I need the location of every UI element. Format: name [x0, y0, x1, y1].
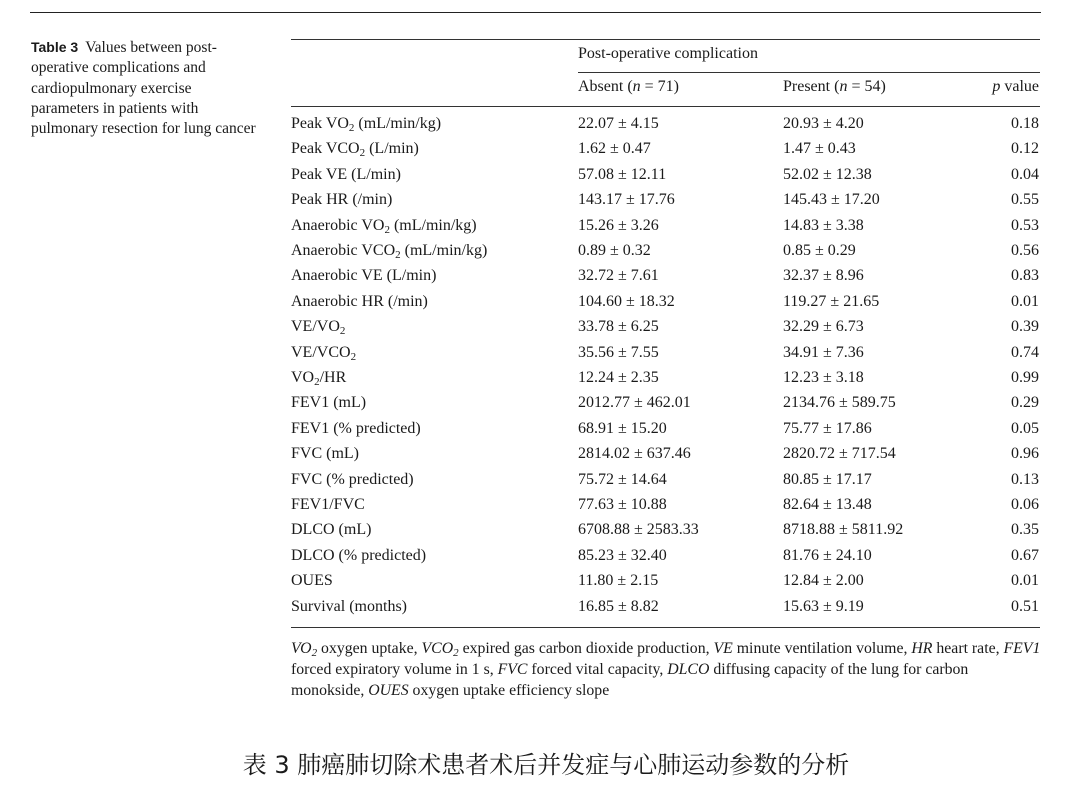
cell-param: DLCO (mL) — [291, 521, 372, 539]
cell-present: 2820.72 ± 717.54 — [783, 445, 896, 463]
cell-param: $VE/VO_2$ — [291, 318, 346, 338]
cell-p: 0.12 — [1011, 140, 1039, 158]
cell-p: 0.04 — [1011, 165, 1039, 183]
cell-absent: 143.17 ± 17.76 — [578, 191, 675, 209]
cell-param: FVC (mL) — [291, 445, 359, 463]
table-row — [291, 496, 1040, 521]
chinese-caption: 表 3 肺癌肺切除术患者术后并发症与心肺运动参数的分析 — [242, 751, 850, 779]
table-caption-text: Values between post-operative complications and cardiopulmonary exercise parameters in patients with pulmonary resection for lung cancer — [31, 39, 256, 138]
cell-present: 82.64 ± 13.48 — [783, 496, 872, 513]
cell-present: 15.63 ± 9.19 — [783, 597, 864, 615]
cell-present: 145.43 ± 17.20 — [783, 191, 880, 209]
cell-present: 32.29 ± 6.73 — [783, 318, 864, 336]
cell-p: 0.96 — [1011, 445, 1039, 463]
group-header-rule — [578, 72, 1040, 73]
cell-absent: 2814.02 ± 637.46 — [578, 445, 691, 463]
cell-param: FEV1 (% predicted) — [291, 419, 421, 437]
cell-present: 8718.88 ± 5811.92 — [783, 521, 904, 539]
cell-p: 0.05 — [1011, 419, 1039, 437]
cell-p: 0.13 — [1011, 470, 1039, 488]
table-row — [291, 521, 1040, 546]
table-row — [291, 267, 1040, 292]
cell-param: Anaerobic HR (/min) — [291, 292, 428, 310]
cell-absent: 15.26 ± 3.26 — [578, 216, 659, 234]
cell-param: Peak VE (L/min) — [291, 165, 401, 183]
page-top-rule — [30, 12, 1041, 13]
cell-param: Peak $VCO_2$ (L/min) — [291, 140, 419, 160]
header-p-value: p value — [992, 78, 1039, 95]
cell-absent: 22.07 ± 4.15 — [578, 115, 659, 132]
cell-p: 0.29 — [1011, 394, 1039, 412]
cell-absent: 11.80 ± 2.15 — [578, 572, 659, 590]
cell-present: 32.37 ± 8.96 — [783, 267, 864, 285]
table-row — [291, 547, 1040, 572]
table-row — [291, 598, 1040, 623]
table-label: Table 3 — [31, 39, 79, 55]
cell-p: 0.39 — [1011, 318, 1039, 336]
cell-param: OUES — [291, 572, 333, 590]
table-row — [291, 344, 1040, 369]
cell-absent: 33.78 ± 6.25 — [578, 318, 659, 336]
cell-present: 14.83 ± 3.38 — [783, 216, 864, 234]
table-footnote: $VO_2$ oxygen uptake, $VCO_2$ expired gas carbon dioxide production, VE minute ventilation volume, HR heart rate, FEV1 forced expiratory volume in 1 s, FVC forced vital capacity, DLCO diffusing capacity of the lung for carbon monokside, OUES oxygen uptake efficiency slope — [291, 640, 1041, 699]
cell-p: 0.83 — [1011, 267, 1039, 285]
header-bottom-rule — [291, 106, 1040, 107]
cell-present: 81.76 ± 24.10 — [783, 546, 872, 564]
cell-absent: 75.72 ± 14.64 — [578, 470, 667, 488]
cell-p: 0.99 — [1011, 369, 1039, 386]
cell-param: Anaerobic VE (L/min) — [291, 267, 437, 285]
header-present: Present (n = 54) — [783, 78, 886, 95]
cell-p: 0.18 — [1011, 115, 1039, 132]
group-header: Post-operative complication — [578, 45, 758, 62]
cell-absent: 6708.88 ± 2583.33 — [578, 521, 699, 539]
table-row — [291, 191, 1040, 216]
cell-p: 0.67 — [1011, 546, 1039, 564]
cell-param: Peak $VO_2$ (mL/min/kg) — [291, 115, 442, 134]
cell-p: 0.55 — [1011, 191, 1039, 209]
cell-param: FVC (% predicted) — [291, 470, 414, 488]
table-row — [291, 293, 1040, 318]
table-row — [291, 217, 1040, 242]
table-row — [291, 445, 1040, 470]
cell-param: Peak HR (/min) — [291, 191, 393, 209]
cell-absent: 35.56 ± 7.55 — [578, 343, 659, 361]
cell-absent: 104.60 ± 18.32 — [578, 292, 675, 310]
table-top-rule — [291, 39, 1040, 40]
cell-p: 0.01 — [1011, 572, 1039, 590]
cell-absent: 32.72 ± 7.61 — [578, 267, 659, 285]
cell-absent: 1.62 ± 0.47 — [578, 140, 651, 158]
cell-present: 34.91 ± 7.36 — [783, 343, 864, 361]
table-row — [291, 420, 1040, 445]
cell-absent: 16.85 ± 8.82 — [578, 597, 659, 615]
header-absent: Absent (n = 71) — [578, 78, 680, 95]
table-row — [291, 242, 1040, 267]
cell-present: 2134.76 ± 589.75 — [783, 394, 896, 412]
cell-absent: 77.63 ± 10.88 — [578, 496, 667, 513]
cell-present: 12.23 ± 3.18 — [783, 369, 864, 386]
table-row — [291, 369, 1040, 394]
cell-param: FEV1/FVC — [291, 496, 365, 513]
cell-present: 12.84 ± 2.00 — [783, 572, 864, 590]
cell-p: 0.74 — [1011, 343, 1039, 361]
cell-p: 0.01 — [1011, 292, 1039, 310]
cell-param: $VE/VCO_2$ — [291, 343, 357, 363]
cell-param: DLCO (% predicted) — [291, 546, 427, 564]
cell-present: 1.47 ± 0.43 — [783, 140, 856, 158]
cell-absent: 0.89 ± 0.32 — [578, 242, 651, 259]
table-row — [291, 115, 1040, 140]
cell-param: Anaerobic $VCO_2$ (mL/min/kg) — [291, 242, 488, 261]
table-row — [291, 166, 1040, 191]
cell-absent: 12.24 ± 2.35 — [578, 369, 659, 386]
cell-param: Survival (months) — [291, 597, 407, 615]
table-row — [291, 471, 1040, 496]
cell-absent: 2012.77 ± 462.01 — [578, 394, 691, 412]
cell-present: 75.77 ± 17.86 — [783, 419, 872, 437]
table-row — [291, 572, 1040, 597]
cell-absent: 85.23 ± 32.40 — [578, 546, 667, 564]
table-row — [291, 318, 1040, 343]
cell-present: 119.27 ± 21.65 — [783, 292, 880, 310]
cell-present: 0.85 ± 0.29 — [783, 242, 856, 259]
cell-present: 52.02 ± 12.38 — [783, 165, 872, 183]
cell-param: FEV1 (mL) — [291, 394, 367, 412]
cell-p: 0.35 — [1011, 521, 1039, 539]
cell-p: 0.51 — [1011, 597, 1039, 615]
cell-param: $VO_2/HR$ — [291, 369, 347, 388]
table-row — [291, 394, 1040, 419]
cell-absent: 68.91 ± 15.20 — [578, 419, 667, 437]
table-row — [291, 140, 1040, 165]
table-caption — [31, 37, 261, 139]
cell-p: 0.53 — [1011, 216, 1039, 234]
cell-param: Anaerobic $VO_2$ (mL/min/kg) — [291, 216, 477, 236]
cell-present: 80.85 ± 17.17 — [783, 470, 872, 488]
table-bottom-rule — [291, 627, 1040, 628]
cell-present: 20.93 ± 4.20 — [783, 115, 864, 132]
cell-p: 0.06 — [1011, 496, 1039, 513]
cell-absent: 57.08 ± 12.11 — [578, 165, 667, 183]
cell-p: 0.56 — [1011, 242, 1039, 259]
